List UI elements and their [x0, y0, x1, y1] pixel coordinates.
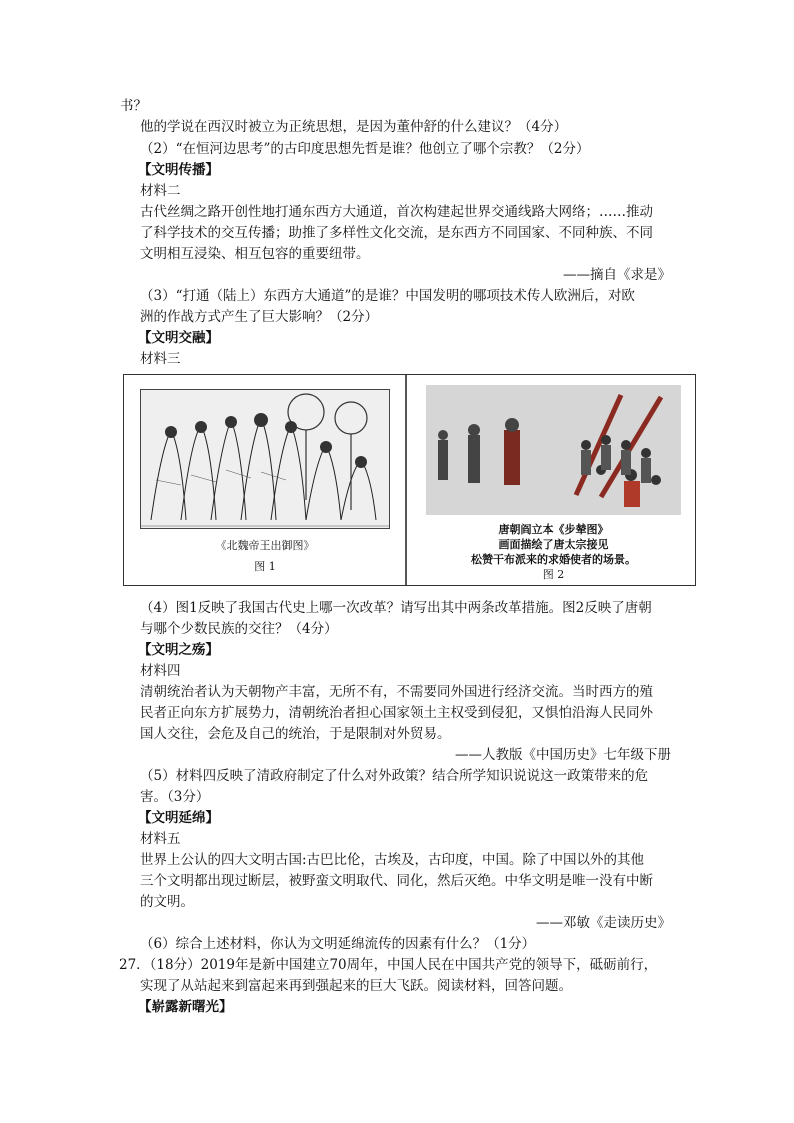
material-text: 的文明。 — [140, 894, 194, 910]
question-5: （5）材料四反映了清政府制定了什么对外政策？结合所学知识说说这一政策带来的危 — [140, 768, 649, 784]
question-6: （6）综合上述材料，你认为文明延绵流传的因素有什么？（1分） — [140, 936, 536, 952]
material-text: 世界上公认的四大文明古国:古巴比伦，古埃及，古印度，中国。除了中国以外的其他 — [140, 852, 645, 868]
material-label: 材料二 — [140, 183, 181, 199]
material-text: 国人交往，会危及自己的统治，于是限制对外贸易。 — [140, 726, 451, 742]
question-2: （2）“在恒河边思考”的古印度思想先哲是谁？他创立了哪个宗教？（2分） — [140, 141, 590, 157]
material-text: 了科学技术的交互传播；助推了多样性文化交流，是东西方不同国家、不同种族、不同 — [140, 225, 653, 241]
section-heading: 【文明传播】 — [138, 162, 219, 178]
figure-1-caption: 《北魏帝王出御图》 — [215, 539, 315, 552]
question-4: 与哪个少数民族的交往？（4分） — [140, 621, 338, 637]
figure-1-illustration — [140, 389, 390, 529]
section-heading: 【文明之殇】 — [138, 642, 219, 658]
source-citation: ——邓敏《走读历史》 — [536, 915, 671, 931]
question-27: 实现了从站起来到富起来再到强起来的巨大飞跃。阅读材料，回答问题。 — [140, 978, 572, 994]
figure-2-panel — [426, 381, 696, 579]
figure-1-label: 图 1 — [254, 560, 276, 573]
question-3: 洲的作战方式产生了巨大影响？（2分） — [140, 309, 379, 325]
source-citation: ——摘自《求是》 — [563, 267, 671, 283]
question-5: 害。（3分） — [140, 789, 210, 805]
painting-scene-icon — [426, 385, 681, 515]
material-text: 三个文明都出现过断层，被野蛮文明取代、同化，然后灭绝。中华文明是唯一没有中断 — [140, 873, 653, 889]
section-heading: 【崭露新曙光】 — [138, 999, 233, 1015]
material-label: 材料五 — [140, 831, 181, 847]
figure-1-panel — [140, 381, 390, 579]
figure-2-caption-line: 松赞干布派来的求婚使者的场景。 — [471, 553, 636, 566]
figure-material-three — [123, 374, 696, 586]
text-line: 书？ — [120, 98, 147, 114]
figure-divider — [405, 375, 407, 585]
figure-2-label: 图 2 — [542, 568, 565, 581]
material-label: 材料三 — [140, 351, 181, 367]
question-27: 27．（18分）2019年是新中国建立70周年，中国人民在中国共产党的领导下，砥砺前行， — [119, 957, 658, 973]
material-text: 文明相互浸染、相互包容的重要纽带。 — [140, 246, 370, 262]
figure-2-caption-title: 唐朝阎立本《步辇图》 — [498, 523, 609, 536]
section-heading: 【文明延绵】 — [138, 810, 219, 826]
figure-2-caption-line: 画面描绘了唐太宗接见 — [498, 538, 609, 551]
figure-2-painting — [426, 385, 681, 515]
material-text: 古代丝绸之路开创性地打通东西方大通道，首次构建起世界交通线路大网络；……推动 — [140, 204, 653, 220]
material-label: 材料四 — [140, 663, 181, 679]
question-text: 他的学说在西汉时被立为正统思想，是因为董仲舒的什么建议？（4分） — [140, 119, 568, 135]
source-citation: ——人教版《中国历史》七年级下册 — [455, 747, 671, 763]
procession-drawing-icon — [141, 390, 390, 529]
material-text: 民者正向东方扩展势力，清朝统治者担心国家领土主权受到侵犯，又惧怕沿海人民同外 — [140, 705, 653, 721]
section-heading: 【文明交融】 — [138, 330, 219, 346]
material-text: 清朝统治者认为天朝物产丰富，无所不有，不需要同外国进行经济交流。当时西方的殖 — [140, 684, 653, 700]
question-4: （4）图1反映了我国古代史上哪一次改革？请写出其中两条改革措施。图2反映了唐朝 — [140, 600, 652, 616]
question-3: （3）“打通（陆上）东西方大通道”的是谁？中国发明的哪项技术传人欧洲后，对欧 — [140, 288, 635, 304]
